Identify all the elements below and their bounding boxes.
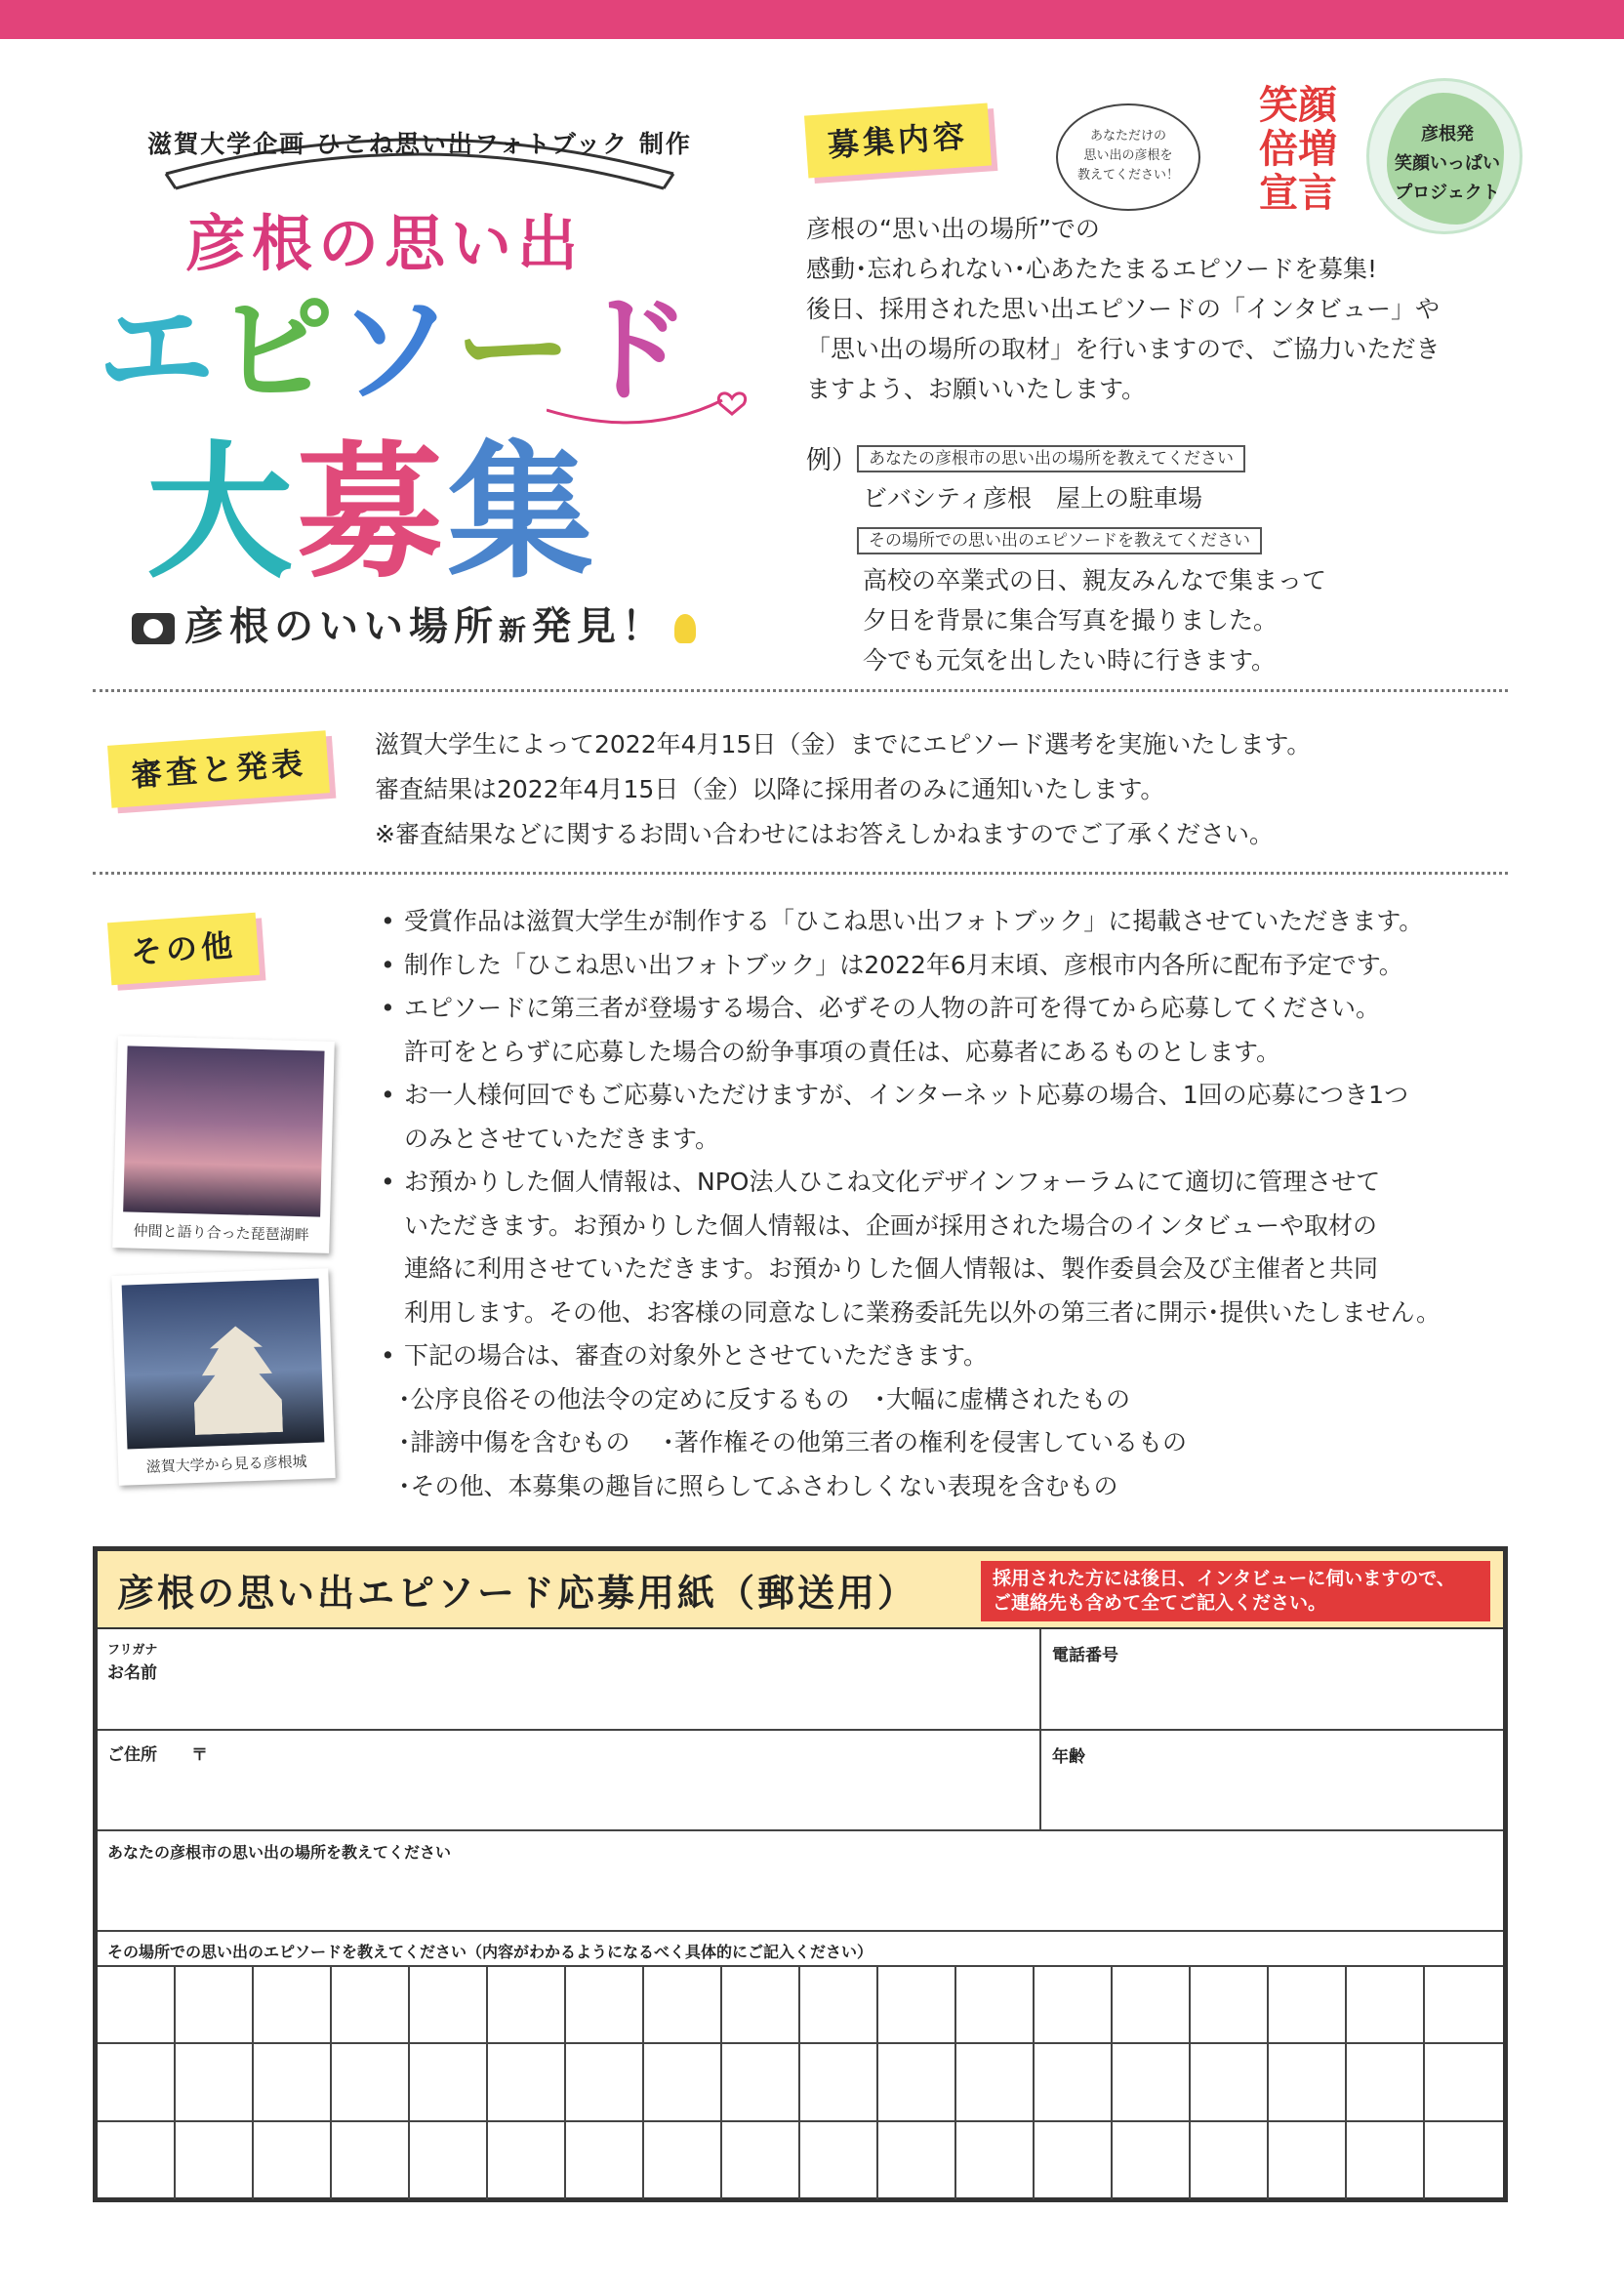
form-row-line: [98, 1829, 1503, 1831]
egao-text-line: 宣言: [1259, 171, 1337, 216]
recruit-line: 彦根の“思い出の場所”での: [806, 215, 1100, 243]
heart-swirl-icon: [547, 371, 761, 430]
photo-caption: 滋賀大学から見る彦根城: [145, 1453, 307, 1476]
grid-cell[interactable]: [722, 2122, 800, 2199]
grid-cell[interactable]: [1191, 1967, 1269, 2044]
phone-label: 電話番号: [1052, 1646, 1118, 1665]
grid-cell[interactable]: [410, 2122, 488, 2199]
age-input[interactable]: [1052, 1768, 1491, 1824]
section-divider: [93, 872, 1508, 875]
example-question-1: あなたの彦根市の思い出の場所を教えてください: [857, 445, 1245, 472]
grid-cell[interactable]: [566, 2044, 644, 2121]
name-label: お名前: [107, 1663, 157, 1683]
project-logo-line: プロジェクト: [1395, 183, 1500, 203]
exclusion-item: ･公序良俗その他法令の定めに反するもの ･大幅に虚構されたもの: [398, 1384, 1131, 1414]
grid-cell[interactable]: [800, 2122, 878, 2199]
form-note: [981, 1561, 1490, 1621]
review-line: 審査結果は2022年4月15日（金）以降に採用者のみに通知いたします。: [375, 775, 1165, 803]
grid-cell[interactable]: [332, 2044, 410, 2121]
other-bullet: • お預かりした個人情報は、NPO法人ひこね文化デザインフォーラムにて適切に管理させて いただきます。お預かりした個人情報は、企画が採用された場合のインタビューや取材の 連絡に利用させていただきます。お預かりした個人情報は、製作委員会及び主催者と共同 利用します。その他、お客様の同意なしに業務委託先以外の第三者に開示･提供いたしません。: [379, 1161, 1521, 1334]
banner-text: 滋賀大学企画 ひこね思い出フォトブック 制作: [147, 130, 692, 158]
grid-cell[interactable]: [254, 2044, 332, 2121]
grid-cell[interactable]: [644, 1967, 722, 2044]
project-logo-line: 彦根発: [1421, 124, 1474, 144]
example-answer-line: 今でも元気を出したい時に行きます。: [863, 646, 1277, 675]
camera-icon: [132, 613, 175, 644]
grid-cell[interactable]: [254, 1967, 332, 2044]
title-char: ー: [455, 283, 574, 419]
tagline-new: 新: [499, 614, 533, 646]
grid-cell[interactable]: [1347, 2044, 1425, 2121]
grid-cell[interactable]: [1347, 2122, 1425, 2199]
grid-cell[interactable]: [1347, 1967, 1425, 2044]
recruit-label: 募集内容: [804, 103, 992, 179]
grid-cell[interactable]: [1035, 2122, 1113, 2199]
grid-cell[interactable]: [722, 2044, 800, 2121]
grid-cell[interactable]: [176, 2122, 254, 2199]
tagline-text: 発見！: [532, 604, 668, 649]
recruit-line: ますよう、お願いいたします。: [806, 375, 1147, 403]
example-prefix: 例）: [806, 446, 858, 475]
recruit-body: [806, 209, 1441, 409]
grid-cell[interactable]: [878, 1967, 956, 2044]
grid-cell[interactable]: [644, 2044, 722, 2121]
other-bullet: • 下記の場合は、審査の対象外とさせていただきます。: [379, 1334, 1521, 1378]
bubble-line: 思い出の彦根を: [1083, 148, 1173, 163]
grid-cell[interactable]: [98, 1967, 176, 2044]
title-char: 集: [447, 427, 598, 598]
grid-cell[interactable]: [332, 1967, 410, 2044]
age-label: 年齢: [1052, 1747, 1085, 1767]
grid-cell[interactable]: [1269, 2122, 1347, 2199]
tagline-text: 彦根のいい場所: [184, 604, 499, 649]
grid-cell[interactable]: [98, 2044, 176, 2121]
form-note-line: 採用された方には後日、インタビューに伺いますので、: [993, 1568, 1455, 1589]
title-char: ピ: [217, 283, 336, 419]
postal-mark: 〒: [191, 1745, 208, 1765]
speech-bubble: [1056, 103, 1200, 211]
name-input[interactable]: [107, 1678, 1025, 1725]
exclusion-list: [379, 1378, 1521, 1509]
other-label: その他: [107, 913, 260, 985]
title-daiboshu: [146, 427, 598, 598]
place-question: あなたの彦根市の思い出の場所を教えてください: [107, 1843, 452, 1862]
review-line: ※審査結果などに関するお問い合わせにはお答えしかねますのでご了承ください。: [375, 820, 1274, 848]
grid-cell[interactable]: [1113, 1967, 1191, 2044]
photo-lakeside: [112, 1036, 335, 1253]
grid-cell[interactable]: [956, 2044, 1035, 2121]
grid-cell[interactable]: [878, 2044, 956, 2121]
grid-cell[interactable]: [1035, 2044, 1113, 2121]
grid-cell[interactable]: [722, 1967, 800, 2044]
grid-cell[interactable]: [878, 2122, 956, 2199]
grid-cell[interactable]: [410, 2044, 488, 2121]
grid-cell[interactable]: [1425, 2044, 1503, 2121]
grid-cell[interactable]: [1035, 1967, 1113, 2044]
review-line: 滋賀大学生によって2022年4月15日（金）までにエピソード選考を実施いたします。: [375, 730, 1312, 758]
address-input[interactable]: [107, 1768, 1025, 1824]
grid-cell[interactable]: [176, 2044, 254, 2121]
recruit-line: 「思い出の場所の取材」を行いますので、ご協力いただき: [806, 335, 1441, 363]
review-body: [375, 722, 1311, 857]
grid-cell[interactable]: [410, 1967, 488, 2044]
recruit-line: 後日、採用された思い出エピソードの「インタビュー」や: [806, 295, 1441, 323]
grid-cell[interactable]: [1269, 2044, 1347, 2121]
form-header: [98, 1551, 1503, 1629]
grid-cell[interactable]: [1425, 1967, 1503, 2044]
title-line1: 彦根の思い出: [185, 208, 585, 279]
grid-cell[interactable]: [254, 2122, 332, 2199]
application-form: [93, 1546, 1508, 2202]
tagline: [132, 595, 696, 651]
castle-image: [122, 1279, 325, 1450]
grid-cell[interactable]: [566, 2122, 644, 2199]
grid-cell[interactable]: [98, 2122, 176, 2199]
egao-text-line: 倍増: [1259, 127, 1337, 172]
grid-cell[interactable]: [176, 1967, 254, 2044]
grid-cell[interactable]: [488, 2044, 566, 2121]
exclusion-item: ･誹謗中傷を含むもの ･著作権その他第三者の権利を侵害しているもの: [398, 1428, 1187, 1456]
bubble-line: あなただけの: [1089, 129, 1166, 144]
other-bullet: • エピソードに第三者が登場する場合、必ずその人物の許可を得てから応募してください。 許可をとらずに応募した場合の紛争事項の責任は、応募者にあるものとします。: [379, 987, 1521, 1074]
grid-cell[interactable]: [1269, 1967, 1347, 2044]
grid-cell[interactable]: [488, 2122, 566, 2199]
header-banner: [146, 115, 693, 193]
title-char: ド: [574, 283, 693, 419]
grid-cell[interactable]: [332, 2122, 410, 2199]
form-note-line: ご連絡先も含めて全てご記入ください。: [993, 1592, 1327, 1614]
episode-grid[interactable]: [98, 1965, 1503, 2197]
grid-cell[interactable]: [800, 1967, 878, 2044]
grid-cell[interactable]: [488, 1967, 566, 2044]
example-answer-line: 高校の卒業式の日、親友みんなで集まって: [863, 566, 1327, 594]
top-accent-bar: [0, 0, 1624, 39]
bubble-line: 教えてください！: [1076, 168, 1179, 183]
grid-cell[interactable]: [644, 2122, 722, 2199]
photo-castle: [111, 1268, 335, 1486]
lakeside-image: [123, 1046, 324, 1216]
form-row-line: [98, 1930, 1503, 1932]
title-char: 大: [146, 427, 298, 598]
grid-cell[interactable]: [956, 2122, 1035, 2199]
example-answer-line: 夕日を背景に集合写真を撮りました。: [863, 606, 1279, 635]
phone-input[interactable]: [1052, 1666, 1491, 1725]
grid-cell[interactable]: [1113, 2044, 1191, 2121]
other-bullet: • 受賞作品は滋賀大学生が制作する「ひこね思い出フォトブック」に掲載させていただきます。: [379, 900, 1521, 944]
title-char: エ: [98, 283, 217, 419]
egao-text-line: 笑顔: [1259, 83, 1337, 128]
other-bullet: • 制作した「ひこね思い出フォトブック」は2022年6月末頃、彦根市内各所に配布予定です。: [379, 944, 1521, 988]
project-logo-line: 笑顔いっぱい: [1395, 153, 1500, 174]
title-char: 募: [297, 427, 448, 598]
title-char: ソ: [336, 283, 455, 419]
place-input[interactable]: [107, 1866, 1493, 1926]
example-answer-2: [863, 560, 1326, 680]
other-body: [379, 900, 1521, 1508]
exclusion-item: ･その他、本募集の趣旨に照らしてふさわしくない表現を含むもの: [398, 1471, 1118, 1500]
review-label: 審査と発表: [107, 730, 330, 807]
address-label: ご住所: [107, 1745, 157, 1765]
grid-cell[interactable]: [1425, 2122, 1503, 2199]
grid-cell[interactable]: [800, 2044, 878, 2121]
form-col-line: [1039, 1629, 1041, 1829]
example-answer-1: ビバシティ彦根 屋上の駐車場: [863, 484, 1203, 512]
grid-cell[interactable]: [1113, 2122, 1191, 2199]
lightbulb-icon: [674, 614, 696, 643]
form-title: 彦根の思い出エピソード応募用紙（郵送用）: [117, 1572, 918, 1615]
furigana-label: フリガナ: [107, 1643, 158, 1658]
grid-cell[interactable]: [956, 1967, 1035, 2044]
recruit-line: 感動･忘れられない･心あたたまるエピソードを募集!: [806, 255, 1378, 283]
episode-question: その場所での思い出のエピソードを教えてください（内容がわかるようになるべく具体的にご記入ください）: [107, 1943, 873, 1961]
form-row-line: [98, 1729, 1503, 1731]
example-question-2: その場所での思い出のエピソードを教えてください: [857, 527, 1262, 554]
photo-caption: 仲間と語り合った琵琶湖畔: [133, 1221, 309, 1245]
grid-cell[interactable]: [1191, 2044, 1269, 2121]
section-divider: [93, 689, 1508, 692]
grid-cell[interactable]: [1191, 2122, 1269, 2199]
other-bullet: • お一人様何回でもご応募いただけますが、インターネット応募の場合、1回の応募につき1つ のみとさせていただきます。: [379, 1074, 1521, 1161]
grid-cell[interactable]: [566, 1967, 644, 2044]
